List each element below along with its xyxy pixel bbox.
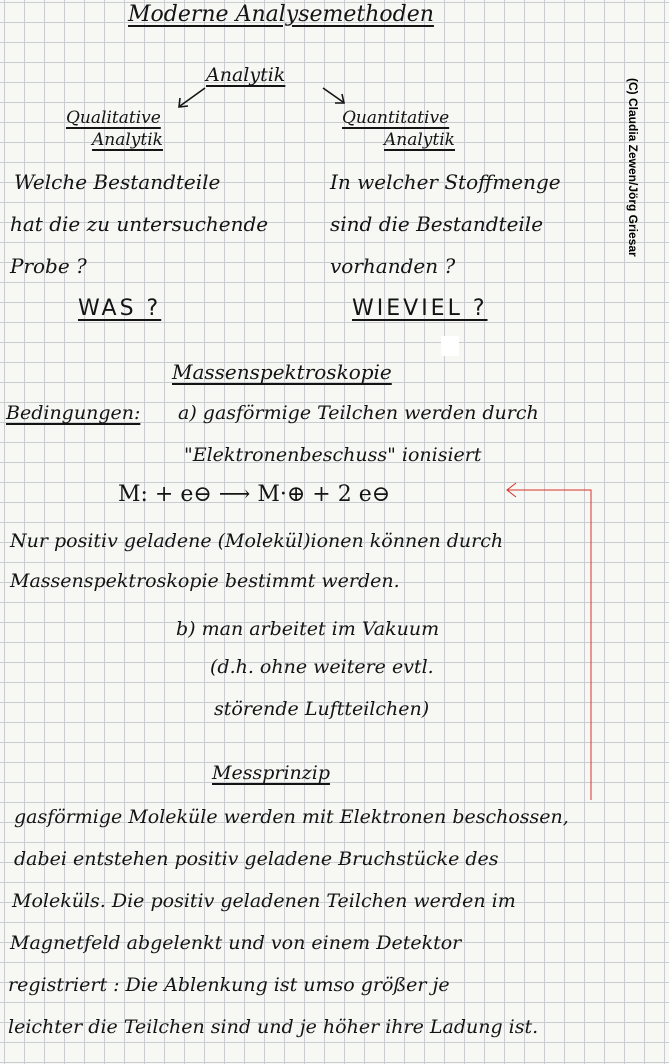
messprinzip-line: registriert : Die Ablenkung ist umso größer je — [8, 974, 450, 996]
red-connector-line — [507, 483, 591, 800]
note-line: Nur positiv geladene (Molekül)ionen können durch — [10, 530, 504, 552]
quantitative-subheading: Analytik — [384, 130, 455, 150]
page-title: Moderne Analysemethoden — [128, 2, 434, 27]
arrow-right-icon — [323, 88, 344, 103]
quantitative-question-line: vorhanden ? — [330, 254, 456, 278]
qualitative-subheading: Analytik — [92, 130, 163, 150]
messprinzip-line: gasförmige Moleküle werden mit Elektronen beschossen, — [14, 806, 569, 828]
bedingungen-label: Bedingungen: — [6, 402, 141, 424]
copyright-text: (C) Claudia Zewen/Jörg Griesar — [626, 78, 640, 257]
condition-b-line: störende Luftteilchen) — [214, 698, 430, 720]
ionization-equation: M: + e⊖ ⟶ M·⊕ + 2 e⊖ — [118, 482, 391, 507]
qualitative-keyword: WAS ? — [78, 296, 162, 321]
messprinzip-line: Moleküls. Die positiv geladenen Teilchen werden im — [12, 890, 516, 912]
quantitative-keyword: WIEVIEL ? — [352, 296, 488, 321]
condition-b-line: (d.h. ohne weitere evtl. — [210, 656, 434, 678]
note-line: Massenspektroskopie bestimmt werden. — [10, 570, 400, 592]
qualitative-question-line: Welche Bestandteile — [14, 170, 221, 194]
condition-a-line: "Elektronenbeschuss" ionisiert — [184, 444, 482, 466]
paper-blank-patch — [441, 336, 459, 356]
quantitative-heading: Quantitative — [342, 108, 450, 128]
massenspektroskopie-heading: Massenspektroskopie — [172, 360, 392, 384]
condition-b-line: b) man arbeitet im Vakuum — [176, 618, 440, 640]
messprinzip-heading: Messprinzip — [212, 762, 331, 784]
messprinzip-line: dabei entstehen positiv geladene Bruchstücke des — [14, 848, 499, 870]
quantitative-question-line: In welcher Stoffmenge — [330, 170, 561, 194]
arrow-left-icon — [179, 88, 205, 107]
messprinzip-line: leichter die Teilchen sind und je höher ihre Ladung ist. — [8, 1016, 539, 1038]
messprinzip-line: Magnetfeld abgelenkt und von einem Detektor — [10, 932, 462, 954]
quantitative-question-line: sind die Bestandteile — [330, 212, 544, 236]
condition-a-line: a) gasförmige Teilchen werden durch — [178, 402, 539, 424]
qualitative-question-line: hat die zu untersuchende — [10, 212, 269, 236]
copyright-notice — [626, 78, 640, 257]
qualitative-question-line: Probe ? — [10, 254, 87, 278]
analytik-heading: Analytik — [206, 64, 286, 86]
qualitative-heading: Qualitative — [66, 108, 161, 128]
